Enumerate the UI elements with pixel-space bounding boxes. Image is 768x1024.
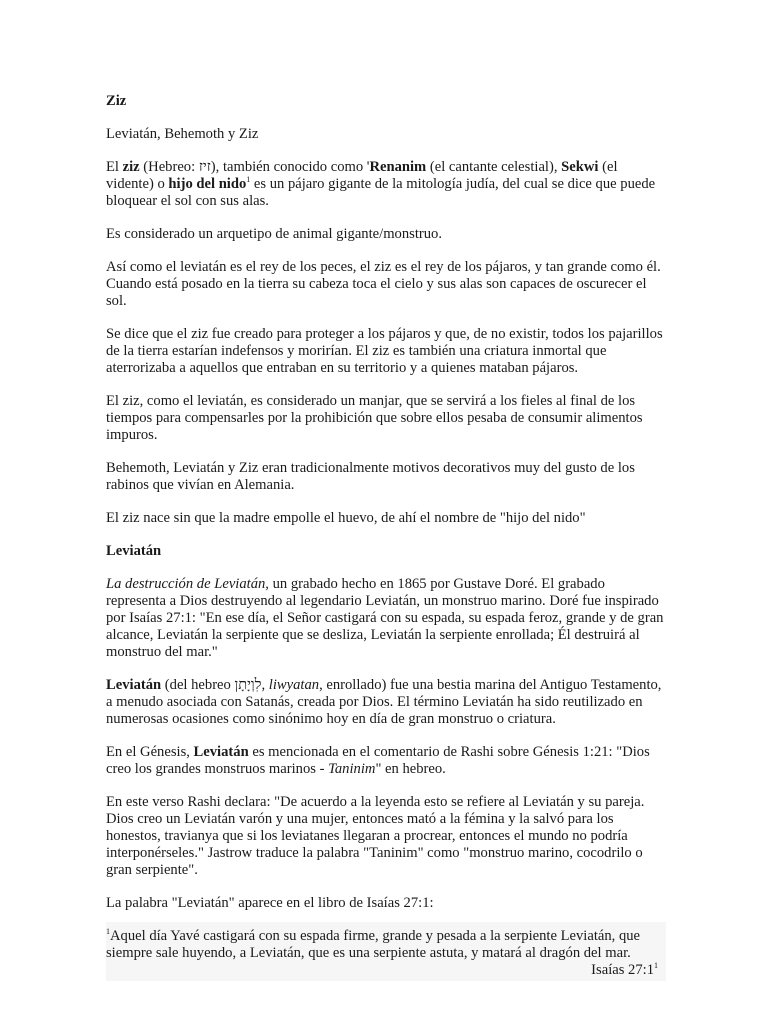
engraving-title: La destrucción de Leviatán [106, 576, 266, 592]
section-heading-ziz: Ziz [106, 93, 127, 109]
quote-reference: Isaías $27:1^1$ [591, 961, 658, 978]
footnote-ref[interactable]: 1 [246, 175, 251, 185]
term-sekwi: Sekwi [561, 159, 599, 175]
paragraph-isaias-intro: La palabra "Leviatán" aparece en el libro de Isaías 27:1: [106, 895, 434, 911]
paragraph-ziz-intro: El ziz (Hebreo: זיז), también conocido como 'Renanim (el cantante celestial), Sekwi (el vidente) o hijo del nido$^1$ es un pájaro gigante de la mitología judía, del cual se dice que puede bloquear el sol con sus alas. [106, 159, 656, 209]
quote-footnote-ref[interactable]: 1 [106, 927, 110, 937]
term-taninim: Taninim [328, 761, 376, 777]
quote-block [106, 922, 666, 981]
paragraph-archetype: Es considerado un arquetipo de animal gigante/monstruo. [106, 226, 442, 242]
term-ziz: ziz [122, 159, 140, 175]
paragraph-hijo-del-nido: El ziz nace sin que la madre empolle el huevo, de ahí el nombre de "hijo del nido" [106, 510, 586, 526]
document-page [106, 93, 666, 981]
term-liwyatan: liwyatan [268, 677, 320, 693]
term-hijo-del-nido: hijo del nido [168, 176, 247, 192]
section-heading-leviatan: Leviatán [106, 543, 162, 559]
paragraph-decorative: Behemoth, Leviatán y Ziz eran tradicionalmente motivos decorativos muy del gusto de los rabinos que vivían en Alemania. [106, 460, 635, 493]
quote-reference-footnote[interactable]: 1 [654, 961, 658, 971]
paragraph-engraving: La destrucción de Leviatán, un grabado hecho en 1865 por Gustave Doré. El grabado representa a Dios destruyendo al legendario Leviatán, un monstruo marino. Doré fue inspirado por Isaías 27:1: "En ese día, el Señor castigará con su espada, su espada feroz, grande y de gran alcance, Leviatán la serpiente que se desliza, Leviatán la serpiente enrollada; Él destruirá al monstruo del mar." [106, 576, 664, 660]
term-leviatan-genesis: Leviatán [193, 744, 249, 760]
hebrew-leviatan: לִוְיָתָן [234, 677, 262, 693]
subtitle: Leviatán, Behemoth y Ziz [106, 126, 259, 142]
paragraph-king-of-birds: Así como el leviatán es el rey de los peces, el ziz es el rey de los pájaros, y tan grande como él. Cuando está posado en la tierra su cabeza toca el cielo y sus alas son capaces de oscurecer el sol. [106, 259, 661, 309]
term-renanim: Renanim [369, 159, 427, 175]
paragraph-genesis: En el Génesis, Leviatán es mencionada en el comentario de Rashi sobre Génesis 1:21: "Dios creo los grandes monstruos marinos - Taninim" en hebreo. [106, 744, 650, 777]
paragraph-delicacy: El ziz, como el leviatán, es considerado un manjar, que se servirá a los fieles al final de los tiempos para compensarles por la prohibición que sobre ellos pesaba de consumir alimentos impuros. [106, 393, 643, 443]
term-leviatan: Leviatán [106, 677, 162, 693]
paragraph-protector: Se dice que el ziz fue creado para proteger a los pájaros y que, de no existir, todos los pajarillos de la tierra estarían indefensos y morirían. El ziz es también una criatura inmortal que aterrorizaba a aquellos que entraban en su territorio y a quienes mataban pájaros. [106, 326, 663, 376]
paragraph-leviatan-definition: Leviatán (del hebreo לִוְיָתָן, liwyatan, enrollado) fue una bestia marina del Antiguo Testamento, a menudo asociada con Satanás, creada por Dios. El término Leviatán ha sido reutilizado en numerosas ocasiones como sinónimo hoy en día de gran monstruo o criatura. [106, 677, 662, 727]
quote-text: $^1$Aquel día Yavé castigará con su espada firme, grande y pesada a la serpiente Leviatán, que siempre sale huyendo, a Leviatán, que es una serpiente astuta, y matará al dragón del mar. [106, 927, 641, 961]
paragraph-rashi: En este verso Rashi declara: "De acuerdo a la leyenda esto se refiere al Leviatán y su pareja. Dios creo un Leviatán varón y una mujer, entonces mató a la fémina y la salvó para los honestos, travianya que si los leviatanes llegaran a procrear, entonces el mundo no podría interponérseles." Jastrow traduce la palabra "Taninim" como "monstruo marino, cocodrilo o gran serpiente". [106, 794, 645, 878]
hebrew-ziz: זיז [198, 159, 211, 175]
